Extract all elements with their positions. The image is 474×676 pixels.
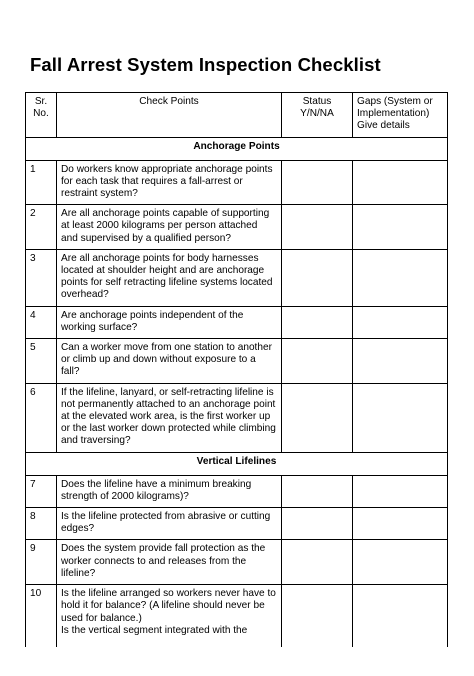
check-point-text-cell [57, 585, 282, 647]
table-row [26, 585, 448, 647]
row-number: 10 [26, 585, 57, 647]
check-point-text: Does the system provide fall protection as the worker connects to and releases from the lifeline? [57, 540, 282, 585]
status-cell[interactable] [282, 540, 353, 585]
gaps-cell[interactable] [353, 508, 448, 540]
gaps-cell[interactable] [353, 540, 448, 585]
gaps-cell[interactable] [353, 205, 448, 250]
table-header-row [26, 93, 448, 138]
table-row [26, 249, 448, 306]
status-cell[interactable] [282, 205, 353, 250]
table-row [26, 205, 448, 250]
table-row [26, 540, 448, 585]
section-heading-vertical: Vertical Lifelines [26, 452, 448, 475]
section-heading-anchorage: Anchorage Points [26, 137, 448, 160]
status-header: Status Y/N/NA [282, 93, 353, 138]
table-row [26, 475, 448, 507]
row-number: 1 [26, 160, 57, 205]
check-point-text: Can a worker move from one station to another or climb up and down without exposure to a fall? [57, 339, 282, 384]
status-cell[interactable] [282, 249, 353, 306]
gaps-cell[interactable] [353, 585, 448, 647]
row-number: 5 [26, 339, 57, 384]
row-number: 6 [26, 383, 57, 452]
table-row [26, 306, 448, 338]
row-number: 9 [26, 540, 57, 585]
check-point-text: Is the lifeline protected from abrasive or cutting edges? [57, 508, 282, 540]
check-point-text: Do workers know appropriate anchorage points for each task that requires a fall-arrest or restraint system? [57, 160, 282, 205]
gaps-cell[interactable] [353, 160, 448, 205]
status-cell[interactable] [282, 339, 353, 384]
status-cell[interactable] [282, 306, 353, 338]
row-number: 8 [26, 508, 57, 540]
section-row-vertical [26, 452, 448, 475]
check-point-text: Is the lifeline arranged so workers never have to hold it for balance? (A lifeline should never be used for balance.) [61, 588, 276, 624]
row-number: 4 [26, 306, 57, 338]
status-cell[interactable] [282, 585, 353, 647]
gaps-cell[interactable] [353, 306, 448, 338]
table-row [26, 508, 448, 540]
checklist-table [25, 92, 448, 647]
gaps-cell[interactable] [353, 249, 448, 306]
gaps-cell[interactable] [353, 475, 448, 507]
check-points-header: Check Points [57, 93, 282, 138]
gaps-cell[interactable] [353, 383, 448, 452]
status-cell[interactable] [282, 508, 353, 540]
page-title: Fall Arrest System Inspection Checklist [30, 54, 381, 75]
status-cell[interactable] [282, 383, 353, 452]
gaps-header: Gaps (System or Implementation) Give details [353, 93, 448, 138]
table-row [26, 339, 448, 384]
status-cell[interactable] [282, 475, 353, 507]
check-point-text: Are all anchorage points for body harnesses located at shoulder height and are anchorage points for self retracting lifeline systems located overhead? [57, 249, 282, 306]
gaps-cell[interactable] [353, 339, 448, 384]
check-point-text: Are all anchorage points capable of supporting at least 2000 kilograms per person attached and supervised by a qualified person? [57, 205, 282, 250]
row-number: 3 [26, 249, 57, 306]
check-point-text: Does the lifeline have a minimum breaking strength of 2000 kilograms)? [57, 475, 282, 507]
check-point-text-continued: Is the vertical segment integrated with the [61, 624, 248, 636]
check-point-text: Are anchorage points independent of the working surface? [57, 306, 282, 338]
check-point-text: If the lifeline, lanyard, or self-retracting lifeline is not permanently attached to an anchorage point at the elevated work area, is the first worker up or the last worker down protected while climbing and traversing? [57, 383, 282, 452]
status-cell[interactable] [282, 160, 353, 205]
sr-no-header: Sr. No. [26, 93, 57, 138]
row-number: 7 [26, 475, 57, 507]
table-row [26, 160, 448, 205]
section-row-anchorage [26, 137, 448, 160]
table-row [26, 383, 448, 452]
row-number: 2 [26, 205, 57, 250]
